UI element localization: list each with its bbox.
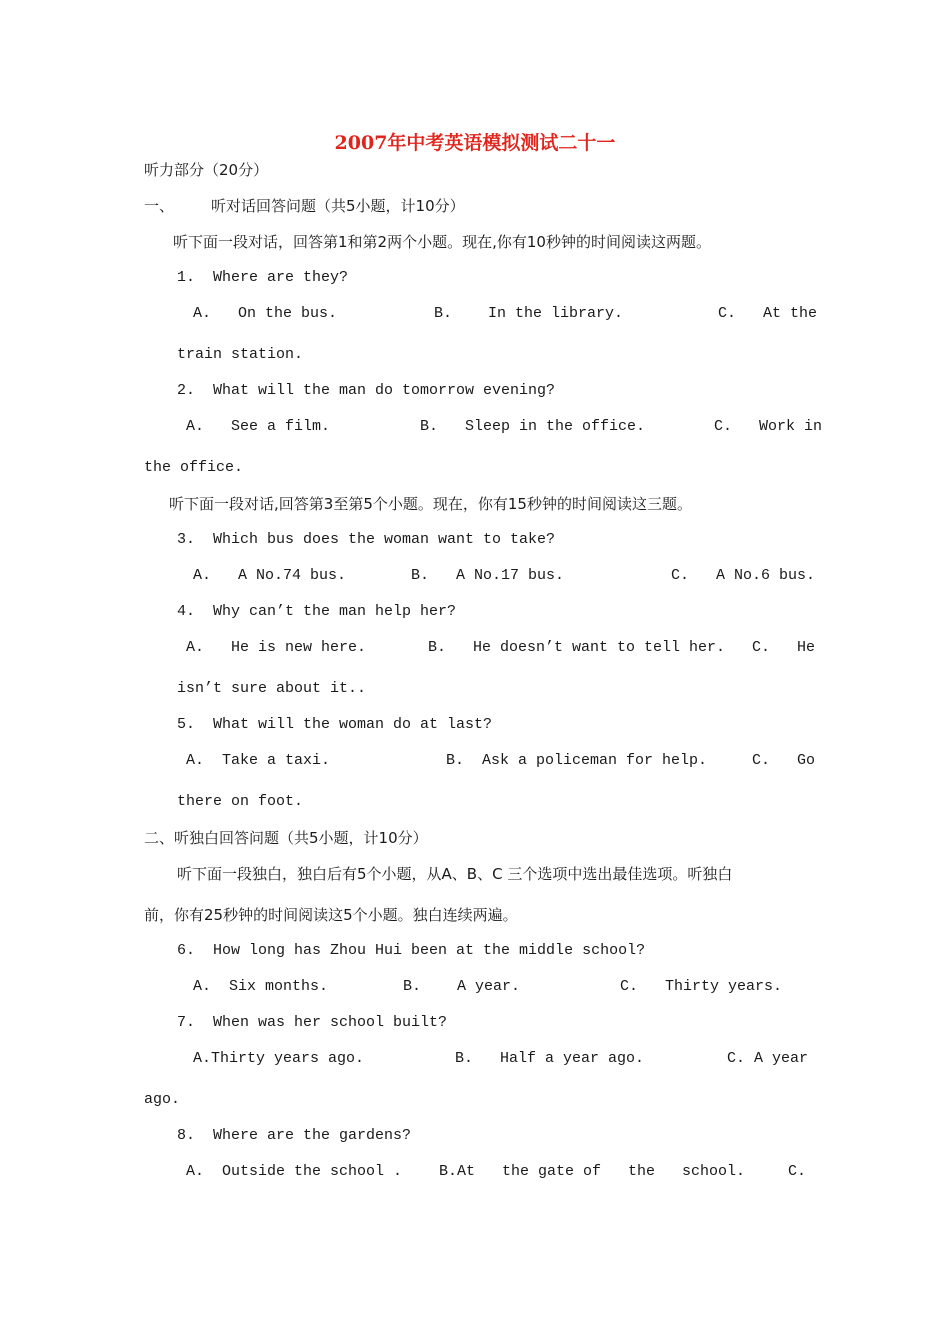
question-3: 3. Which bus does the woman want to take? — [177, 531, 556, 548]
q4-option-c-continued: isn’t sure about it.. — [177, 680, 367, 697]
q5-option-a: A. Take a taxi. — [186, 752, 331, 769]
q8-option-c: C. — [788, 1163, 807, 1180]
question-7: 7. When was her school built? — [177, 1014, 448, 1031]
q6-option-c: C. Thirty years. — [620, 978, 783, 995]
q7-option-b: B. Half a year ago. — [455, 1050, 645, 1067]
q1-option-b: B. In the library. — [434, 305, 624, 322]
part1-heading-number: 一、 — [144, 197, 175, 215]
q4-option-a: A. He is new here. — [186, 639, 367, 656]
question-5: 5. What will the woman do at last? — [177, 716, 493, 733]
q1-option-c: C. At the — [718, 305, 818, 322]
q8-option-a: A. Outside the school . — [186, 1163, 403, 1180]
q1-option-a: A. On the bus. — [193, 305, 338, 322]
q5-option-c: C. Go — [752, 752, 816, 769]
q3-option-c: C. A No.6 bus. — [671, 567, 816, 584]
q3-option-a: A. A No.74 bus. — [193, 567, 347, 584]
q2-option-c-continued: the office. — [144, 459, 244, 476]
q8-option-b: B.At the gate of the school. — [439, 1163, 746, 1180]
q4-option-b: B. He doesn’t want to tell her. — [428, 639, 726, 656]
q5-option-b: B. Ask a policeman for help. — [446, 752, 708, 769]
question-8: 8. Where are the gardens? — [177, 1127, 412, 1144]
q2-option-b: B. Sleep in the office. — [420, 418, 646, 435]
q5-option-c-continued: there on foot. — [177, 793, 304, 810]
exam-title: 2007年中考英语模拟测试二十一 — [334, 132, 616, 154]
q7-option-c-continued: ago. — [144, 1091, 181, 1108]
q4-option-c: C. He — [752, 639, 816, 656]
part2-intro-line1: 听下面一段独白，独白后有5个小题，从A、B、C 三个选项中选出最佳选项。听独白 — [177, 865, 733, 883]
q7-option-c: C. A year — [727, 1050, 809, 1067]
q7-option-a: A.Thirty years ago. — [193, 1050, 365, 1067]
part2-intro-line2: 前，你有25秒钟的时间阅读这5个小题。独白连续两遍。 — [144, 906, 518, 924]
part1-heading: 听对话回答问题（共5小题，计10分） — [211, 197, 465, 215]
q3-option-b: B. A No.17 bus. — [411, 567, 565, 584]
q2-option-c: C. Work in — [714, 418, 823, 435]
part1-intro-a: 听下面一段对话，回答第1和第2两个小题。现在,你有10秒钟的时间阅读这两题。 — [173, 233, 711, 251]
part1-intro-b: 听下面一段对话,回答第3至第5个小题。现在，你有15秒钟的时间阅读这三题。 — [169, 495, 692, 513]
question-1: 1. Where are they? — [177, 269, 349, 286]
q1-option-c-continued: train station. — [177, 346, 304, 363]
section-listening-heading: 听力部分（20分） — [144, 161, 269, 179]
q6-option-a: A. Six months. — [193, 978, 329, 995]
question-6: 6. How long has Zhou Hui been at the middle school? — [177, 942, 646, 959]
part2-heading: 二、听独白回答问题（共5小题，计10分） — [144, 829, 428, 847]
question-2: 2. What will the man do tomorrow evening? — [177, 382, 556, 399]
q2-option-a: A. See a film. — [186, 418, 331, 435]
q6-option-b: B. A year. — [403, 978, 521, 995]
question-4: 4. Why can’t the man help her? — [177, 603, 457, 620]
